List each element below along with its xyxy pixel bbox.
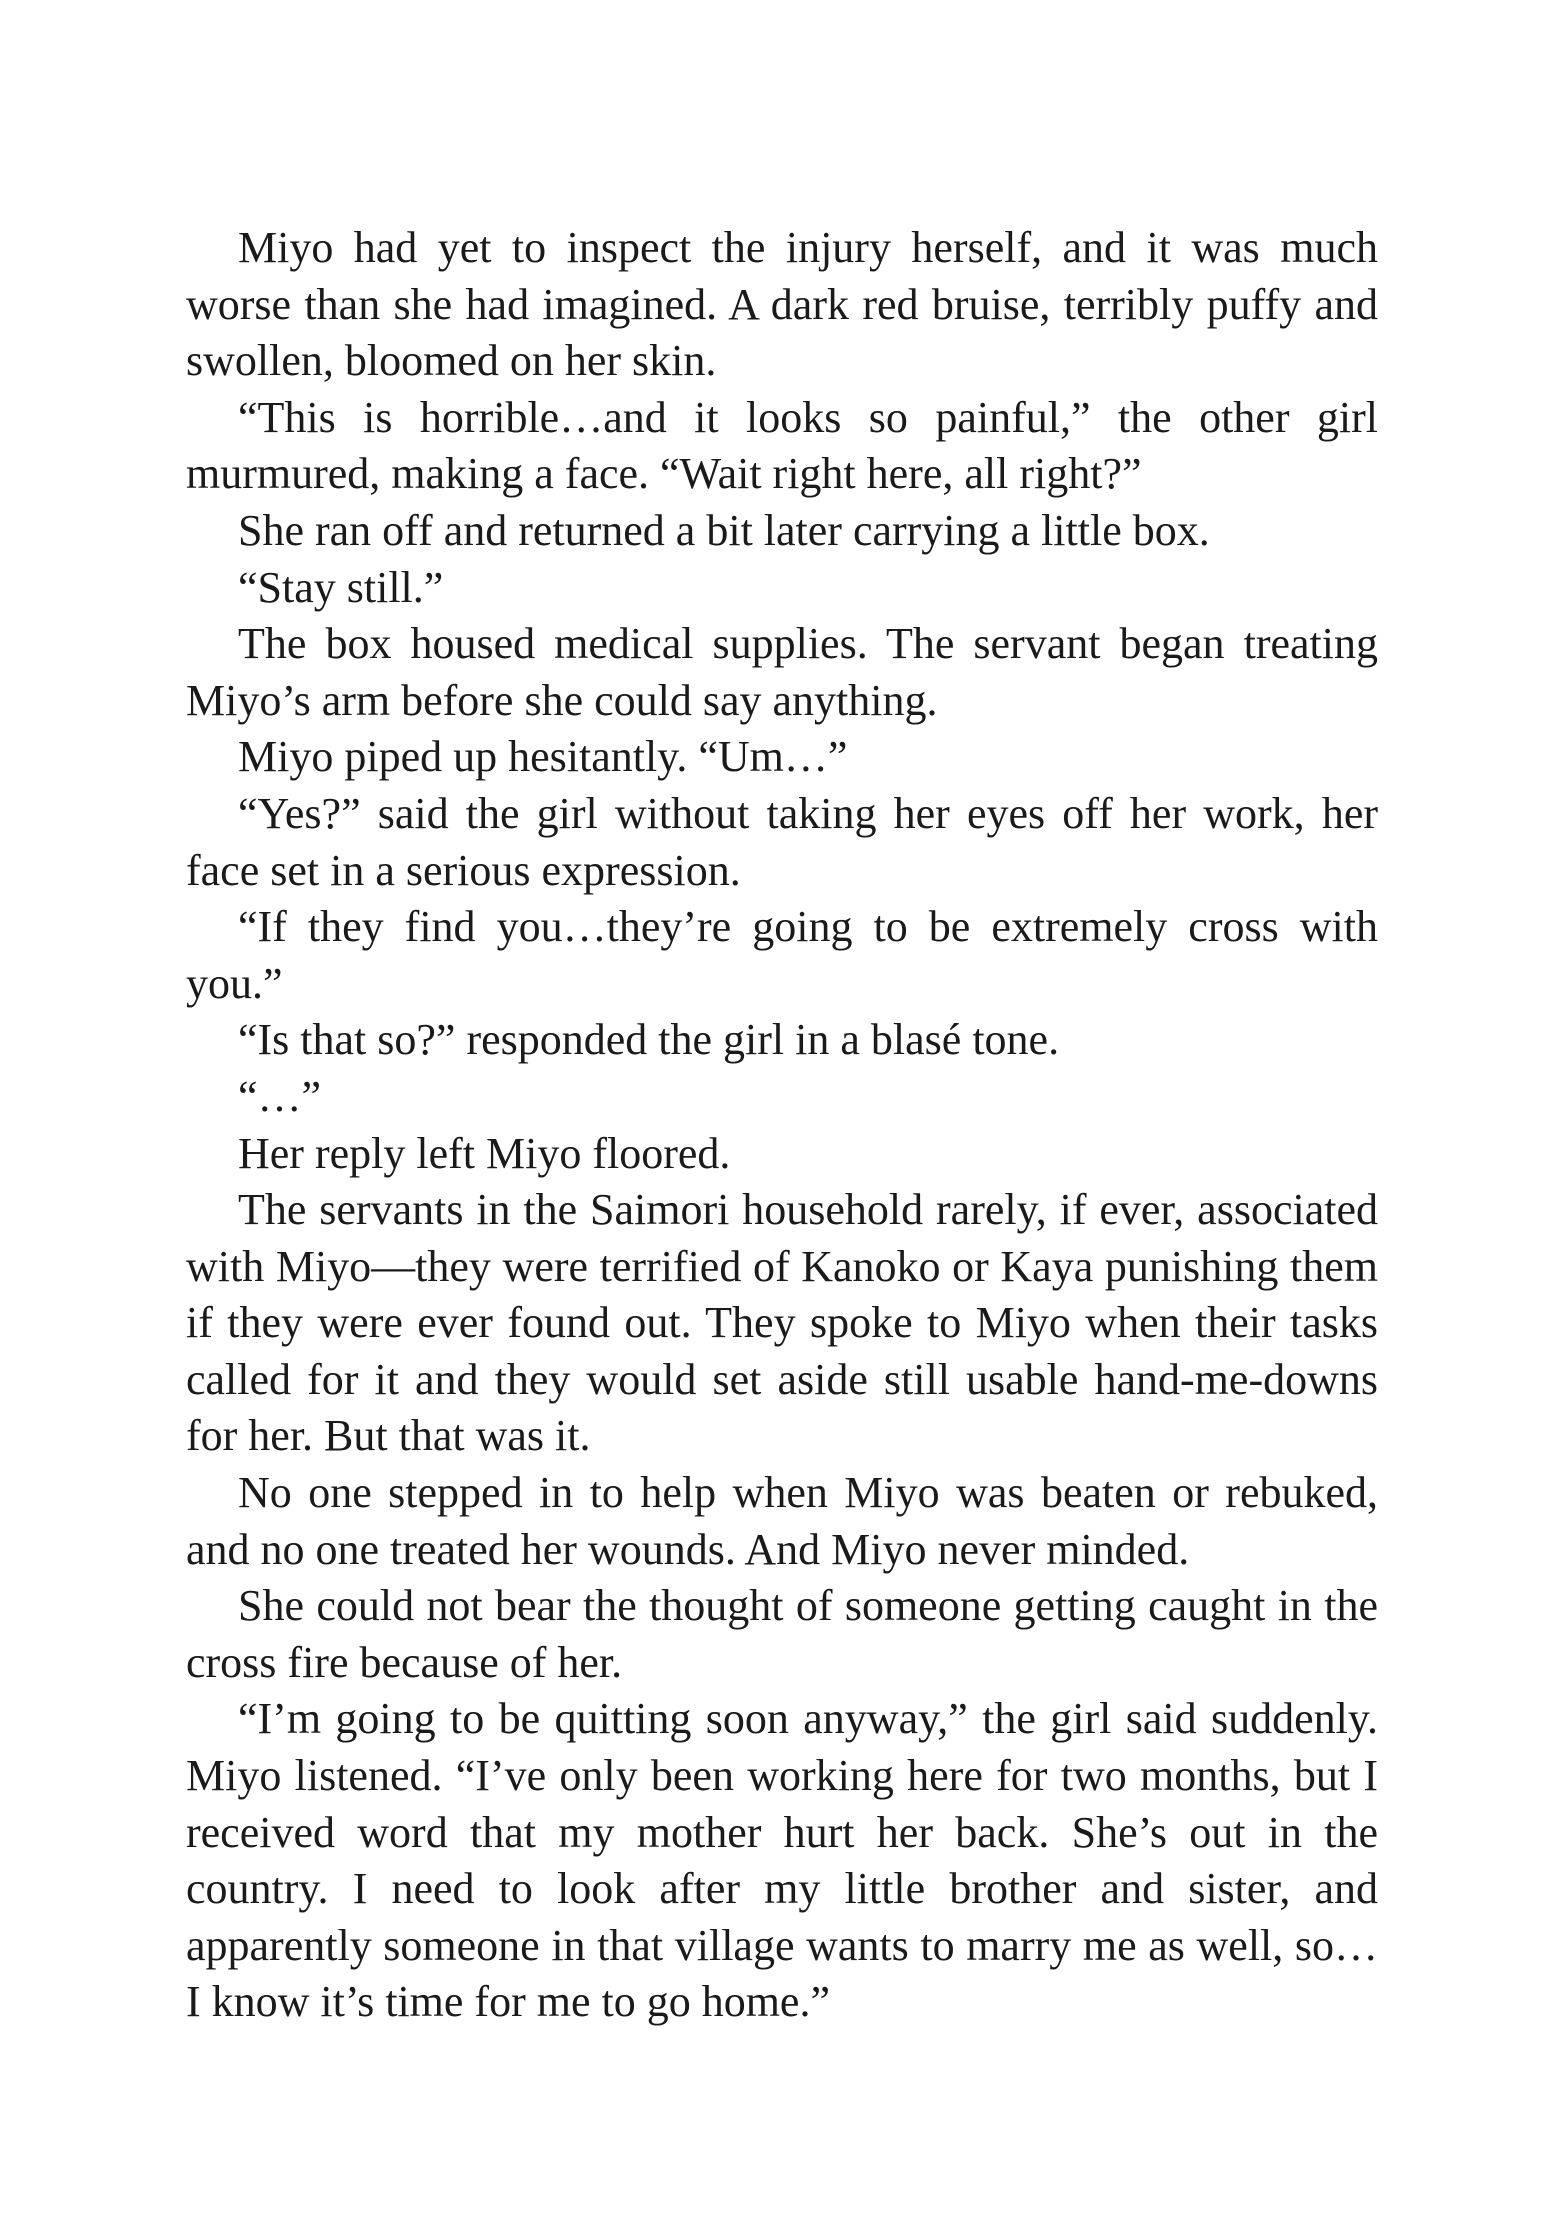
body-text xyxy=(186,220,1378,2031)
paragraph: “Yes?” said the girl without taking her eyes off her work, her face set in a serious expression. xyxy=(186,788,1378,895)
paragraph: Her reply left Miyo floored. xyxy=(238,1128,731,1178)
paragraph: “Stay still.” xyxy=(238,562,444,612)
paragraph: “This is horrible…and it looks so painful,” the other girl murmured, making a face. “Wait right here, all right?” xyxy=(186,392,1378,499)
paragraph: No one stepped in to help when Miyo was beaten or rebuked, and no one treated her wounds. And Miyo never minded. xyxy=(186,1468,1378,1574)
paragraph: She ran off and returned a bit later carrying a little box. xyxy=(238,505,1210,555)
paragraph: Miyo piped up hesitantly. “Um…” xyxy=(238,732,848,782)
paragraph: The box housed medical supplies. The servant began treating Miyo’s arm before she could say anything. xyxy=(186,619,1378,725)
paragraph: Miyo had yet to inspect the injury herself, and it was much worse than she had imagined. A dark red bruise, terribly puffy and swollen, bloomed on her skin. xyxy=(186,223,1378,386)
paragraph: “I’m going to be quitting soon anyway,” the girl said suddenly. Miyo listened. “I’ve only been working here for two months, but I received word that my mother hurt her back. She’s out in the country. I need to look after my little brother and sister, and apparently someone in that village wants to marry me as well, so…I know it’s time for me to go home.” xyxy=(186,1694,1378,2027)
paragraph: The servants in the Saimori household rarely, if ever, associated with Miyo—they were terrified of Kanoko or Kaya punishing them if they were ever found out. They spoke to Miyo when their tasks called for it and they would set aside still usable hand-me-downs for her. But that was it. xyxy=(186,1185,1378,1461)
paragraph: “If they find you…they’re going to be extremely cross with you.” xyxy=(186,902,1378,1008)
paragraph: “…” xyxy=(238,1071,322,1121)
paragraph: “Is that so?” responded the girl in a blasé tone. xyxy=(238,1015,1060,1065)
paragraph: She could not bear the thought of someone getting caught in the cross fire because of her. xyxy=(186,1581,1378,1687)
